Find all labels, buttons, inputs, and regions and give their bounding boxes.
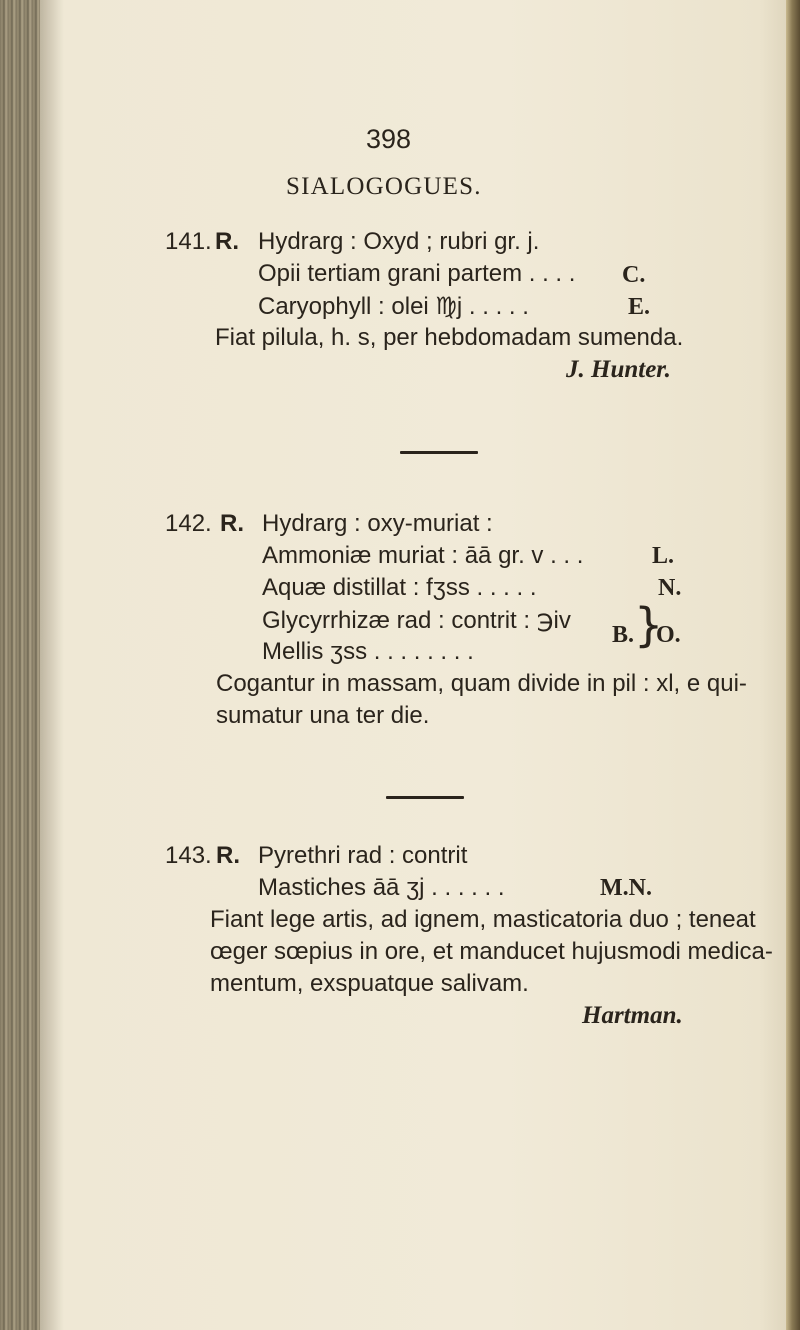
recipe-symbol: R. xyxy=(216,842,240,869)
source-letter: M.N. xyxy=(600,875,652,901)
direction-line: œger sœpius in ore, et manducet hujusmodi medica- xyxy=(210,938,773,965)
source-letter: N. xyxy=(658,575,682,601)
section-divider xyxy=(400,451,478,454)
ingredient-line: Caryophyll : olei ♍j . . . . . xyxy=(258,293,529,320)
brace-icon: } xyxy=(634,598,664,652)
ingredient-line: Opii tertiam grani partem . . . . xyxy=(258,260,576,287)
source-letter: O. xyxy=(656,622,681,648)
ingredient-line: Pyrethri rad : contrit xyxy=(258,842,468,869)
source-letter: B. xyxy=(612,622,635,648)
recipe-number: 142. xyxy=(165,510,212,537)
direction-line: mentum, exspuatque salivam. xyxy=(210,970,529,997)
ingredient-line: Ammoniæ muriat : āā gr. v . . . xyxy=(262,542,584,569)
source-letter: L. xyxy=(652,543,675,569)
direction-line: Cogantur in massam, quam divide in pil : xl, e qui- xyxy=(216,670,747,697)
ingredient-line: Hydrarg : oxy-muriat : xyxy=(262,510,493,537)
recipe-number: 141. xyxy=(165,228,212,255)
section-heading: SIALOGOGUES. xyxy=(286,173,482,200)
ingredient-line: Mastiches āā ʒj . . . . . . xyxy=(258,874,505,901)
section-divider xyxy=(386,796,464,799)
book-spine xyxy=(0,0,40,1330)
source-letter: C. xyxy=(622,262,646,288)
ingredient-line: Mellis ʒss . . . . . . . . xyxy=(262,638,474,665)
page-number: 398 xyxy=(366,124,412,154)
author-signature: J. Hunter. xyxy=(566,356,671,383)
recipe-symbol: R. xyxy=(215,228,239,255)
ingredient-line: Aquæ distillat : fʒss . . . . . xyxy=(262,574,537,601)
page-edge xyxy=(786,0,800,1330)
direction-line: Fiant lege artis, ad ignem, masticatoria duo ; teneat xyxy=(210,906,756,933)
author-signature: Hartman. xyxy=(582,1002,683,1029)
ingredient-line: Glycyrrhizæ rad : contrit : ℈iv xyxy=(262,607,571,634)
source-letter: E. xyxy=(628,294,651,320)
recipe-symbol: R. xyxy=(220,510,244,537)
direction-line: Fiat pilula, h. s, per hebdomadam sumenda. xyxy=(215,324,684,351)
ingredient-line: Hydrarg : Oxyd ; rubri gr. j. xyxy=(258,228,540,255)
direction-line: sumatur una ter die. xyxy=(216,702,430,729)
recipe-number: 143. xyxy=(165,842,212,869)
